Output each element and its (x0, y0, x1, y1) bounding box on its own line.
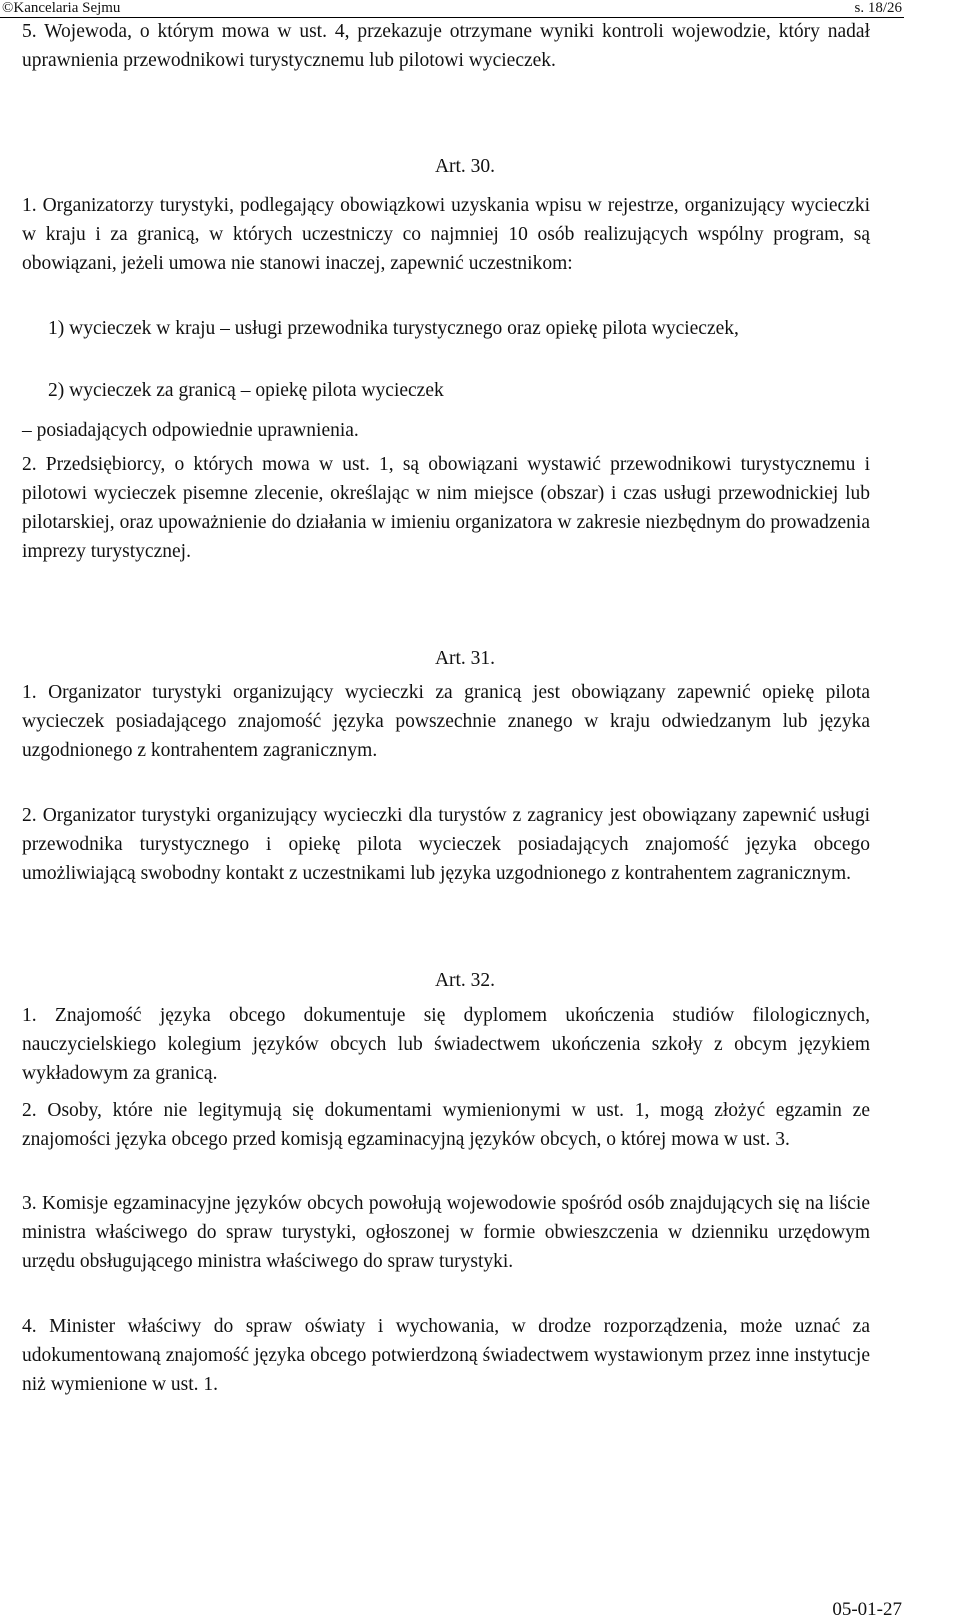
paragraph-art32-ust4: 4. Minister właściwy do spraw oświaty i wychowania, w drodze rozporządzenia, może uznać za udokumentowaną znajomość języka obcego potwierdzoną świadectwem wystawionym przez inne instytucje niż wymienione w ust. 1. (22, 1316, 870, 1395)
paragraph-art32-ust1: 1. Znajomość języka obcego dokumentuje się dyplomem ukończenia studiów filologicznych, nauczycielskiego kolegium języków obcych lub świadectwem ukończenia szkoły z obcym językiem wykładowym za granicą. (22, 1005, 870, 1084)
article-30-heading: Art. 30. (434, 156, 496, 177)
article-31-heading: Art. 31. (434, 648, 496, 669)
paragraph-art32-ust2: 2. Osoby, które nie legitymują się dokumentami wymienionymi w ust. 1, mogą złożyć egzamin ze znajomości języka obcego przed komisją egzaminacyjną języków obcych, o której mowa w ust. 3. (22, 1100, 870, 1150)
header-source: ©Kancelaria Sejmu (2, 0, 121, 16)
paragraph-art29-ust5: 5. Wojewoda, o którym mowa w ust. 4, przekazuje otrzymane wyniki kontroli wojewodzie, który nadał uprawnienia przewodnikowi turystycznemu lub pilotowi wycieczek. (22, 21, 870, 71)
paragraph-art30-ust2: 2. Przedsiębiorcy, o których mowa w ust. 1, są obowiązani wystawić przewodnikowi turystycznemu i pilotowi wycieczek pisemne zlecenie, określając w nim miejsce (obszar) i czas usługi przewodnickiej lub pilotarskiej, oraz upoważnienie do działania w imieniu organizatora w zakresie niezbędnym do prowadzenia imprezy turystycznej. (22, 454, 870, 562)
list-item-art30-pkt1: 1) wycieczek w kraju – usługi przewodnika turystycznego oraz opiekę pilota wycieczek, (48, 318, 739, 339)
paragraph-art30-tail: – posiadających odpowiednie uprawnienia. (22, 420, 359, 441)
footer-date: 05-01-27 (832, 1599, 902, 1620)
paragraph-art31-ust2: 2. Organizator turystyki organizujący wycieczki dla turystów z zagranicy jest obowiązany zapewnić usługi przewodnika turystycznego i opiekę pilota wycieczek posiadających znajomość języka obcego umożliwiającą swobodny kontakt z uczestnikami lub języka uzgodnionego z kontrahentem zagranicznym. (22, 805, 870, 884)
paragraph-art31-ust1: 1. Organizator turystyki organizujący wycieczki za granicą jest obowiązany zapewnić opiekę pilota wycieczek posiadającego znajomość języka powszechnie znanego w kraju odwiedzanym lub języka uzgodnionego z kontrahentem zagranicznym. (22, 682, 870, 761)
paragraph-art30-ust1: 1. Organizatorzy turystyki, podlegający obowiązkowi uzyskania wpisu w rejestrze, organizujący wycieczki w kraju i za granicą, w których uczestniczy co najmniej 10 osób realizujących wspólny program, są obowiązani, jeżeli umowa nie stanowi inaczej, zapewnić uczestnikom: (22, 195, 870, 274)
article-32-heading: Art. 32. (434, 970, 496, 991)
list-item-art30-pkt2: 2) wycieczek za granicą – opiekę pilota wycieczek (48, 380, 444, 401)
header-page-number: s. 18/26 (854, 0, 902, 16)
paragraph-art32-ust3: 3. Komisje egzaminacyjne języków obcych powołują wojewodowie spośród osób znajdujących się na liście ministra właściwego do spraw turystyki, ogłoszonej w formie obwieszczenia w dzienniku urzędowym urzędu obsługującego ministra właściwego do spraw turystyki. (22, 1193, 870, 1272)
